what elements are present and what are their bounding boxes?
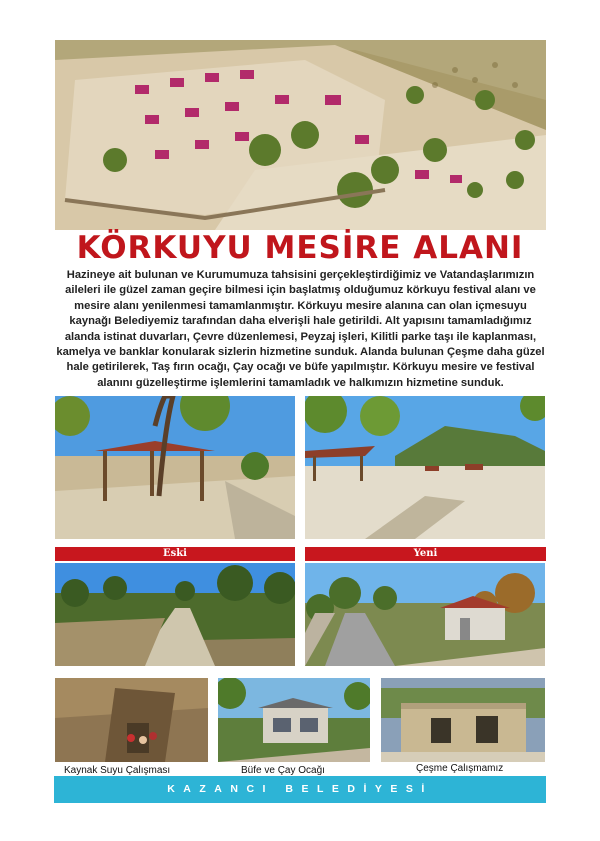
- spring-water-work-photo: [55, 678, 208, 762]
- old-picnic-area-photo: [55, 396, 295, 539]
- footer-banner: KAZANCI BELEDİYESİ: [54, 776, 546, 803]
- buffet-tea-house-photo: [218, 678, 370, 762]
- old-label-bar: Eski: [55, 547, 295, 561]
- old-road-photo: [55, 563, 295, 666]
- new-road-building-photo: [305, 563, 545, 666]
- aerial-photo: [55, 40, 546, 230]
- intro-paragraph: Hazineye ait bulunan ve Kurumumuza tahsisini gerçekleştirdiğimiz ve Vatandaşlarımızın aileleri ile güzel zaman geçire bilmesi için başlatmış olduğumuz körkuyu festival alanı ve mesire alanı yenilenmesi tamamlanmıştır. Körkuyu mesire alanına can olan içmesuyu kaynağı Belediyemiz tarafından daha elverişli hale getirildi. Alt yapısını tamamladığımız alanda istinat duvarları, Çevre düzenlemesi, Peyzaj işleri, Kilitli parke taşı ile kaplanması, kamelya ve banklar konularak sizlerin hizmetine sunduk. Alanda bulunan Çeşme daha güzel hale getirilerek, Taş fırın ocağı, Çay ocağı ve büfe yapılmıştır. Körkuyu mesire ve festival alanını güzelleştirme işlemlerini tamamladık ve halkımızın hizmetine sunduk.: [56, 269, 545, 389]
- new-label-bar: Yeni: [305, 547, 546, 561]
- caption-buffet: Büfe ve Çay Ocağı: [241, 765, 325, 776]
- new-picnic-area-photo: [305, 396, 545, 539]
- page-title: KÖRKUYU MESİRE ALANI: [76, 230, 524, 266]
- caption-spring-water: Kaynak Suyu Çalışması: [64, 765, 171, 776]
- caption-fountain: Çeşme Çalışmamız: [416, 763, 504, 774]
- fountain-work-photo: [381, 678, 545, 762]
